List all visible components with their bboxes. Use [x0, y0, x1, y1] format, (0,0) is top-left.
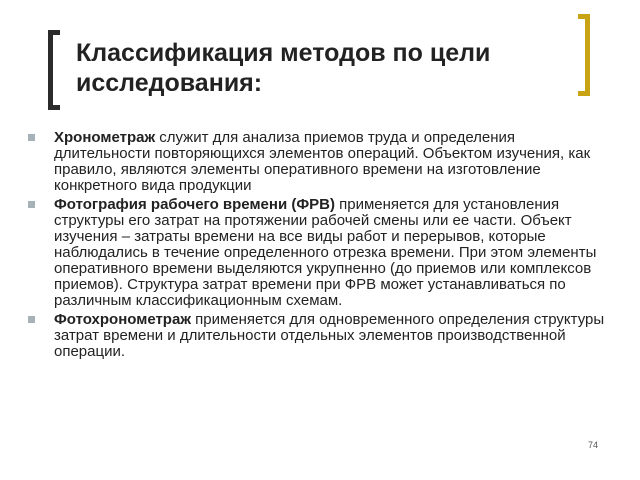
- item-text: служит для анализа приемов труда и определения длительности повторяющихся элементов операций. Объектом изучения, как правило, являются элементы оперативного времени на изготовление конкретного вида продукции: [54, 129, 591, 194]
- page-number: 74: [587, 440, 598, 450]
- title-bracket-left: [48, 30, 60, 110]
- square-bullet-icon: [28, 316, 35, 323]
- list-item-photochronometry: [24, 312, 606, 360]
- slide-content: [24, 130, 606, 363]
- item-term: Фотография рабочего времени (ФРВ): [54, 196, 335, 213]
- square-bullet-icon: [28, 134, 35, 141]
- list-item-chronometry: [24, 130, 606, 194]
- item-term: Фотохронометраж: [54, 311, 191, 328]
- square-bullet-icon: [28, 201, 35, 208]
- item-text: применяется для установления структуры его затрат на протяжении рабочей смены или ее части. Объект изучения – затраты времени на все виды работ и перерывов, которые наблюдались в течение определенного отрезка времени. При этом элементы оперативного времени выделяются укрупненно (до приемов или комплексов приемов). Структура затрат времени при ФРВ может устанавливаться по различным классификационным схемам.: [54, 196, 597, 309]
- title-bracket-right: [578, 14, 590, 96]
- list-item-work-time-photography: [24, 197, 606, 309]
- item-text: применяется для одновременного определения структуры затрат времени и длительности отдельных элементов производственной операции.: [54, 311, 605, 360]
- slide-title: Классификация методов по цели исследования:: [76, 39, 491, 97]
- item-term: Хронометраж: [54, 129, 156, 146]
